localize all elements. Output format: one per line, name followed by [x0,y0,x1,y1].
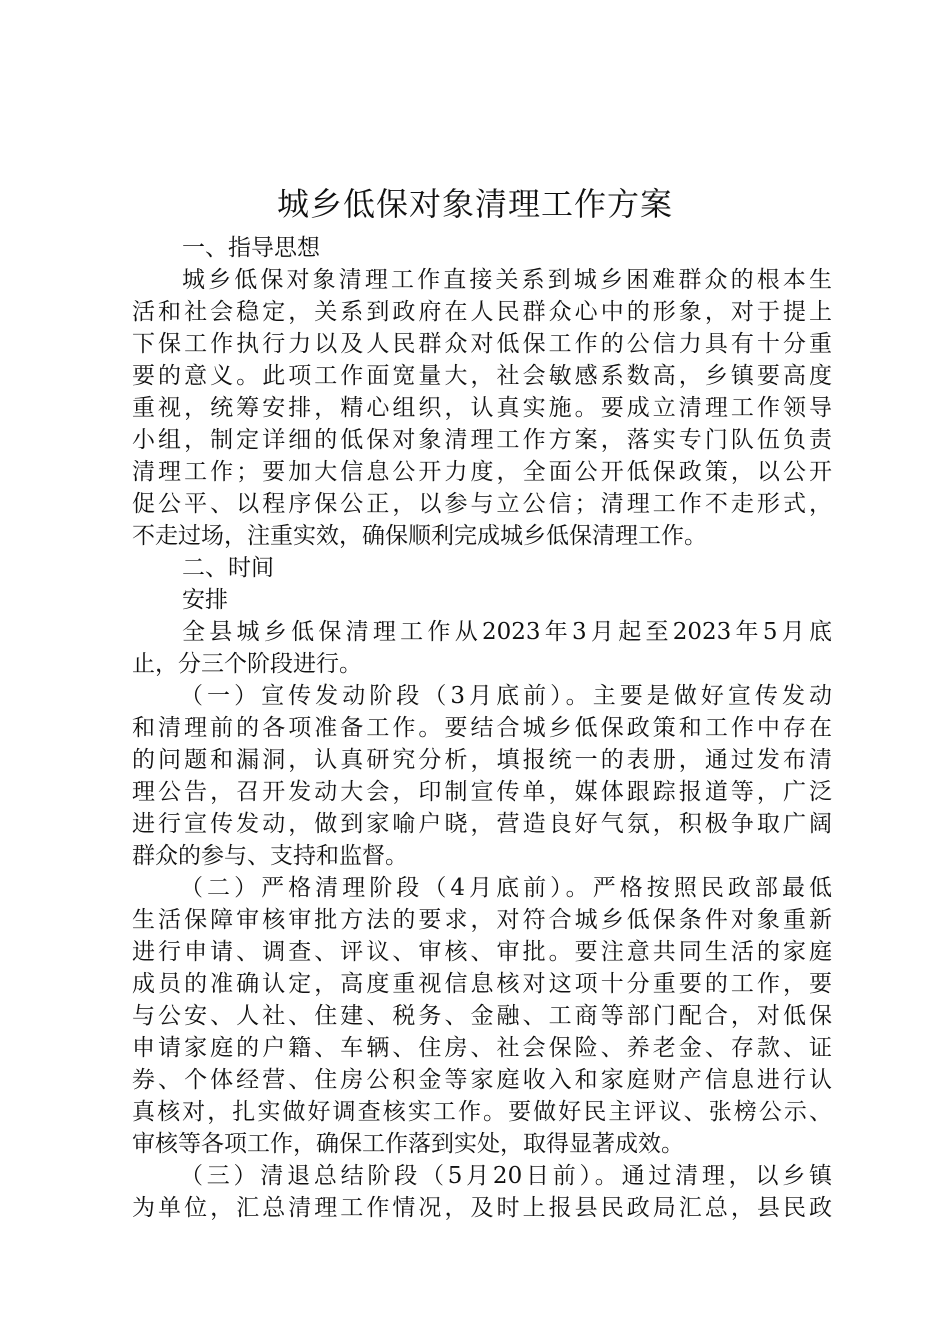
paragraph-line: 活和社会稳定，关系到政府在人民群众心中的形象，对于提上 [132,299,832,325]
paragraph-line: 清理工作；要加大信息公开力度，全面公开低保政策，以公开 [132,459,832,485]
paragraph-line: （二）严格清理阶段（4月底前）。严格按照民政部最低 [180,875,832,901]
paragraph-line: 申请家庭的户籍、车辆、住房、社会保险、养老金、存款、证 [132,1035,832,1061]
paragraph-line: 券、个体经营、住房公积金等家庭收入和家庭财产信息进行认 [132,1067,832,1093]
paragraph-line: 止，分三个阶段进行。 [132,651,362,677]
paragraph-line: 理公告，召开发动大会，印制宣传单，媒体跟踪报道等，广泛 [132,779,832,805]
paragraph-line: 真核对，扎实做好调查核实工作。要做好民主评议、张榜公示、 [132,1099,832,1125]
paragraph-line: 群众的参与、支持和监督。 [132,843,408,869]
paragraph-line: （三）清退总结阶段（5月20日前）。通过清理，以乡镇 [180,1163,832,1189]
section-heading: 一、指导思想 [182,235,320,261]
paragraph-line: 的问题和漏洞，认真研究分析，填报统一的表册，通过发布清 [132,747,832,773]
paragraph-line: 为单位，汇总清理工作情况，及时上报县民政局汇总，县民政 [132,1195,832,1221]
document-title: 城乡低保对象清理工作方案 [276,185,673,223]
paragraph-line: 与公安、人社、住建、税务、金融、工商等部门配合，对低保 [132,1003,832,1029]
paragraph-line: 小组，制定详细的低保对象清理工作方案，落实专门队伍负责 [132,427,832,453]
paragraph-line: 下保工作执行力以及人民群众对低保工作的公信力具有十分重 [132,331,832,357]
paragraph-line: 和清理前的各项准备工作。要结合城乡低保政策和工作中存在 [132,715,832,741]
paragraph-line: 重视，统筹安排，精心组织，认真实施。要成立清理工作领导 [132,395,832,421]
paragraph-line: 进行宣传发动，做到家喻户晓，营造良好气氛，积极争取广阔 [132,811,832,837]
paragraph-line: 城乡低保对象清理工作直接关系到城乡困难群众的根本生 [182,267,832,293]
paragraph-line: 促公平、以程序保公正，以参与立公信；清理工作不走形式， [132,491,832,517]
paragraph-line: 全县城乡低保清理工作从2023年3月起至2023年5月底 [182,619,832,645]
paragraph-line: 生活保障审核审批方法的要求，对符合城乡低保条件对象重新 [132,907,832,933]
paragraph-line: 要的意义。此项工作面宽量大，社会敏感系数高，乡镇要高度 [132,363,832,389]
paragraph-line: 进行申请、调查、评议、审核、审批。要注意共同生活的家庭 [132,939,832,965]
paragraph-line: （一）宣传发动阶段（3月底前）。主要是做好宣传发动 [180,683,832,709]
paragraph-line: 审核等各项工作，确保工作落到实处，取得显著成效。 [132,1131,684,1157]
section-heading: 二、时间 [182,555,274,581]
section-heading: 安排 [182,587,228,613]
paragraph-line: 不走过场，注重实效，确保顺利完成城乡低保清理工作。 [132,523,707,549]
document-body [132,232,832,1224]
paragraph-line: 成员的准确认定，高度重视信息核对这项十分重要的工作，要 [132,971,832,997]
